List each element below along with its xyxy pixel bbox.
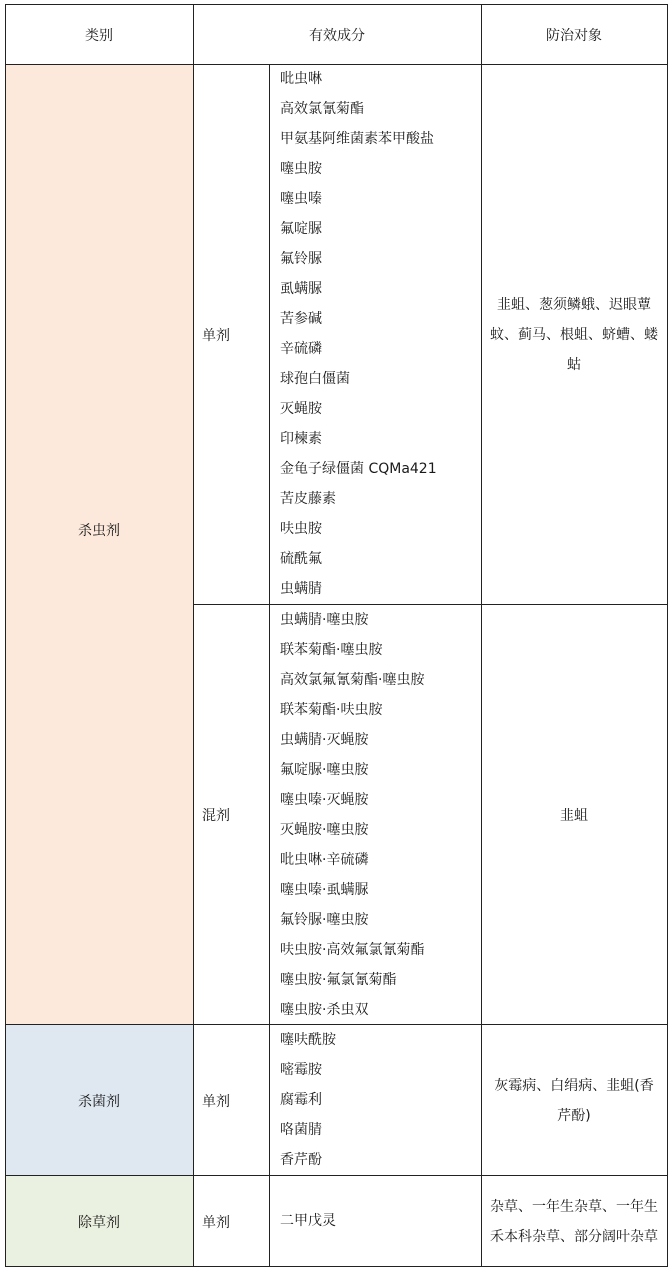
list-item: 噻虫嗪·虱螨脲	[280, 882, 369, 898]
list-item: 吡虫啉	[280, 71, 322, 87]
insecticide-single-type: 单剂	[202, 328, 230, 344]
insecticide-mixed-type: 混剂	[202, 808, 230, 824]
herbicide-type: 单剂	[202, 1214, 230, 1231]
list-item: 联苯菊酯·呋虫胺	[280, 702, 383, 718]
insecticide-mixed-target: 韭蛆	[560, 808, 588, 824]
list-item: 虫螨腈	[280, 581, 322, 597]
table-border-bottom	[5, 1266, 668, 1267]
list-item: 虫螨腈·灭蝇胺	[280, 732, 369, 748]
list-item: 灭蝇胺·噻虫胺	[280, 822, 369, 838]
list-item: 噻虫胺	[280, 161, 322, 177]
column-divider	[193, 4, 194, 1267]
insecticide-mixed-list	[280, 605, 424, 1025]
target-text: 杂草、一年生杂草、一年生禾本科杂草、部分阔叶杂草	[490, 1198, 658, 1245]
header-ingredient: 有效成分	[309, 27, 365, 44]
header-divider	[5, 64, 668, 65]
list-item: 苦皮藤素	[280, 491, 336, 507]
row-divider	[5, 1024, 668, 1025]
list-item: 香芹酚	[280, 1152, 322, 1168]
list-item: 球孢白僵菌	[280, 371, 350, 387]
list-item: 嘧霉胺	[280, 1062, 322, 1078]
list-item: 氟铃脲	[280, 251, 322, 267]
list-item: 氟啶脲	[280, 221, 322, 237]
list-item: 呋虫胺·高效氟氯氰菊酯	[280, 942, 425, 958]
list-item: 噻虫胺·杀虫双	[280, 1002, 369, 1018]
herbicide-target	[481, 1176, 667, 1267]
list-item: 吡虫啉·辛硫磷	[280, 852, 369, 868]
list-item: 呋虫胺	[280, 521, 322, 537]
header-target: 防治对象	[546, 27, 602, 44]
column-divider	[269, 65, 270, 1267]
list-item: 腐霉利	[280, 1092, 322, 1108]
text-cursor	[667, 66, 668, 82]
list-item: 苦参碱	[280, 311, 322, 327]
list-item: 噻虫胺·氟氯氰菊酯	[280, 972, 397, 988]
fungicide-target	[481, 1025, 667, 1176]
target-text: 韭蛆、葱须鳞蛾、迟眼蕈蚊、蓟马、根蛆、蛴螬、蝼蛄	[490, 297, 658, 373]
insecticide-single-target	[481, 65, 667, 605]
row-divider	[5, 1175, 668, 1176]
target-text: 灰霉病、白绢病、韭蛆(香芹酚)	[494, 1077, 654, 1124]
list-item: 灭蝇胺	[280, 401, 322, 417]
table-border-right	[667, 4, 668, 1267]
list-item: 金龟子绿僵菌 CQMa421	[280, 461, 437, 477]
fungicide-type: 单剂	[202, 1093, 230, 1110]
column-divider	[481, 4, 482, 1267]
list-item: 氟啶脲·噻虫胺	[280, 762, 369, 778]
list-item: 硫酰氟	[280, 551, 322, 567]
list-item: 甲氨基阿维菌素苯甲酸盐	[280, 131, 434, 147]
list-item: 虱螨脲	[280, 281, 322, 297]
list-item: 高效氯氰菊酯	[280, 101, 364, 117]
insecticide-label: 杀虫剂	[78, 523, 120, 539]
list-item: 咯菌腈	[280, 1122, 322, 1138]
list-item: 二甲戊灵	[280, 1213, 336, 1229]
list-item: 联苯菊酯·噻虫胺	[280, 642, 383, 658]
row-divider	[193, 604, 668, 605]
fungicide-list	[280, 1025, 336, 1175]
list-item: 辛硫磷	[280, 341, 322, 357]
list-item: 氟铃脲·噻虫胺	[280, 912, 369, 928]
list-item: 噻呋酰胺	[280, 1032, 336, 1048]
herbicide-label: 除草剂	[78, 1214, 120, 1231]
header-category: 类别	[85, 27, 113, 44]
table-border-top	[5, 4, 668, 5]
fungicide-label: 杀菌剂	[78, 1093, 120, 1110]
table-border-left	[5, 4, 6, 1267]
list-item: 噻虫嗪·灭蝇胺	[280, 792, 369, 808]
list-item: 高效氯氟氰菊酯·噻虫胺	[280, 672, 425, 688]
list-item: 虫螨腈·噻虫胺	[280, 612, 369, 628]
herbicide-list	[280, 1206, 336, 1236]
list-item: 噻虫嗪	[280, 191, 322, 207]
list-item: 印楝素	[280, 431, 322, 447]
insecticide-single-list	[280, 64, 437, 604]
